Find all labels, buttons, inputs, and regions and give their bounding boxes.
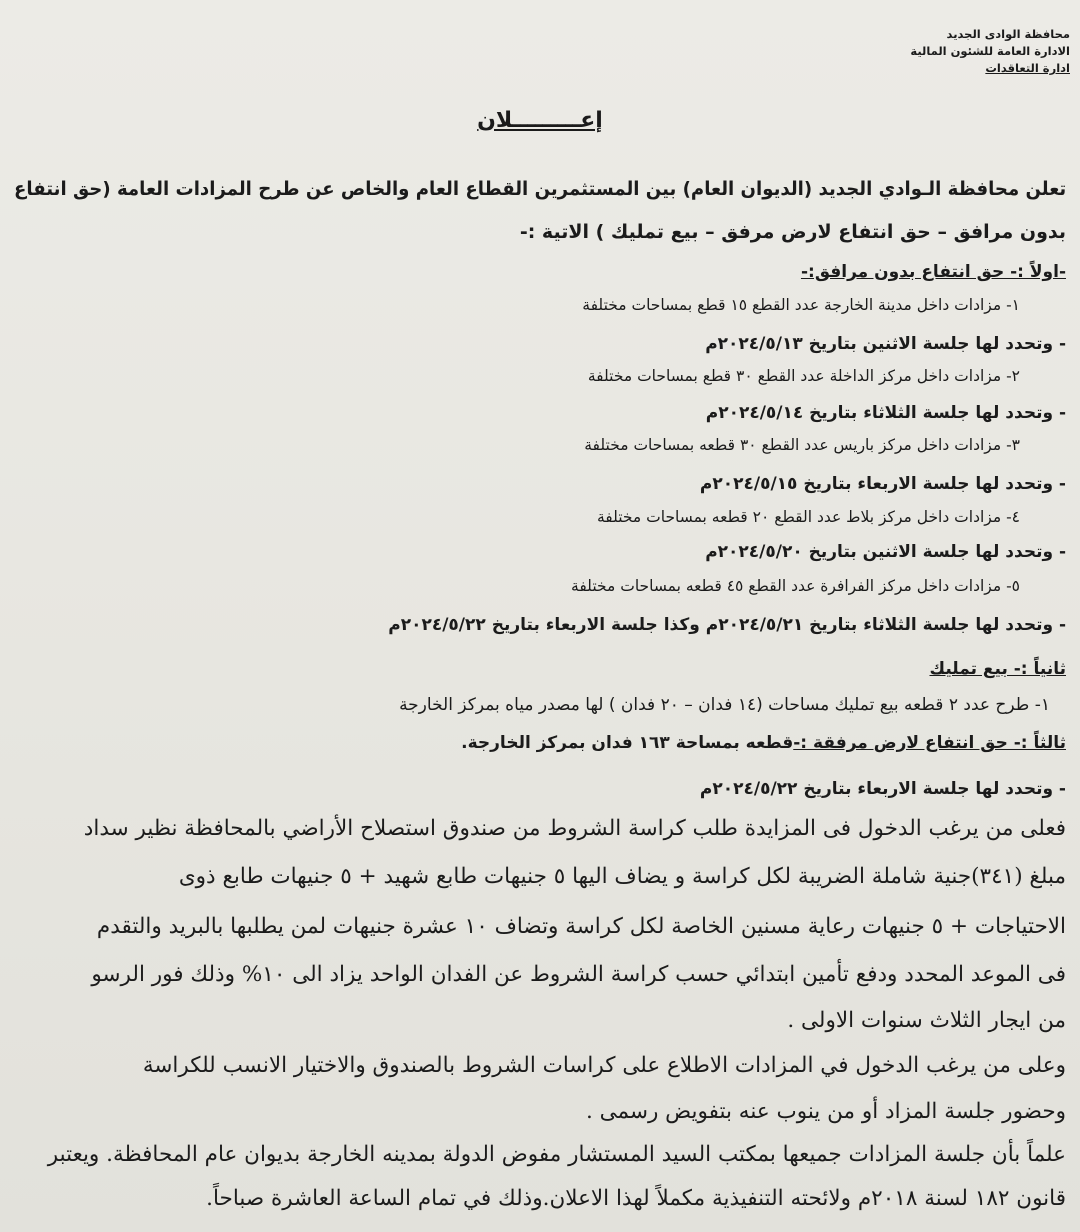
auction-item: ٥- مزادات داخل مركز الفرافرة عدد القطع ٤٥ قطعه بمساحات مختلفة: [571, 577, 1020, 595]
auction-item: ٢- مزادات داخل مركز الداخلة عدد القطع ٣٠ قطع بمساحات مختلفة: [587, 367, 1020, 385]
session-date: - وتحدد لها جلسة الثلاثاء بتاريخ ٢٠٢٤/٥/٢١م وكذا جلسة الاربعاء بتاريخ ٢٠٢٤/٥/٢٢م: [388, 615, 1066, 635]
office-name: ادارة التعاقدات: [985, 61, 1070, 75]
governorate-name: محافظة الوادى الجديد: [946, 27, 1070, 41]
terms-line: من ايجار الثلاث سنوات الاولى .: [787, 1008, 1066, 1033]
department-name: الادارة العامة للشئون المالية: [910, 44, 1070, 58]
session-date: - وتحدد لها جلسة الاربعاء بتاريخ ٢٠٢٤/٥/٢٢م: [699, 779, 1066, 799]
session-date: - وتحدد لها جلسة الاثنين بتاريخ ٢٠٢٤/٥/١٣م: [705, 334, 1066, 354]
auction-item: ٤- مزادات داخل مركز بلاط عدد القطع ٢٠ قطعه بمساحات مختلفة: [596, 508, 1020, 526]
section3-text: قطعه بمساحة ١٦٣ فدان بمركز الخارجة.: [461, 733, 794, 753]
terms-line: الاحتياجات + ٥ جنيهات رعاية مسنين الخاصة لكل كراسة وتضاف ١٠ عشرة جنيهات لمن يطلبها بالبريد والتقدم: [96, 914, 1066, 939]
terms-line: مبلغ (٣٤١)جنية شاملة الضريبة لكل كراسة و يضاف اليها ٥ جنيهات طابع شهيد + ٥ جنيهات طابع ذوى: [178, 864, 1066, 889]
auction-item: ١- مزادات داخل مدينة الخارجة عدد القطع ١٥ قطع بمساحات مختلفة: [582, 296, 1020, 314]
section-heading: ثالثاً :- حق انتفاع لارض مرفقة :-: [793, 733, 1066, 753]
section3-line: [461, 733, 1066, 753]
session-date: - وتحدد لها جلسة الاربعاء بتاريخ ٢٠٢٤/٥/١٥م: [699, 474, 1066, 494]
terms-line: فعلى من يرغب الدخول فى المزايدة طلب كراسة الشروط من صندوق استصلاح الأراضي بالمحافظة نظير سداد: [83, 816, 1066, 841]
section-heading: -اولاً :- حق انتفاع بدون مرافق:-: [800, 262, 1066, 282]
terms-line: قانون ١٨٢ لسنة ٢٠١٨م ولائحته التنفيذية مكملاً لهذا الاعلان.وذلك في تمام الساعة العاشرة صباحاً.: [206, 1186, 1066, 1211]
session-date: - وتحدد لها جلسة الاثنين بتاريخ ٢٠٢٤/٥/٢٠م: [705, 542, 1066, 562]
terms-line: وعلى من يرغب الدخول في المزادات الاطلاع على كراسات الشروط بالصندوق والاختيار الانسب للكراسة: [142, 1053, 1066, 1078]
session-date: - وتحدد لها جلسة الثلاثاء بتاريخ ٢٠٢٤/٥/١٤م: [705, 403, 1066, 423]
auction-item: ٣- مزادات داخل مركز باريس عدد القطع ٣٠ قطعه بمساحات مختلفة: [584, 436, 1020, 454]
section-heading: ثانياً :- بيع تمليك: [929, 659, 1066, 679]
sale-item: ١- طرح عدد ٢ قطعه بيع تمليك مساحات (١٤ فدان – ٢٠ فدان ) لها مصدر مياه بمركز الخارجة: [399, 695, 1050, 715]
terms-line: علماً بأن جلسة المزادات جميعها بمكتب السيد المستشار مفوض الدولة بمدينه الخارجة بديوان عام المحافظة. ويعتبر: [47, 1142, 1066, 1167]
announcement-title: إعـــــــــلان: [477, 108, 603, 133]
intro-line: بدون مرافق – حق انتفاع لارض مرفق – بيع تمليك ) الاتية :-: [519, 221, 1066, 243]
letterhead: [880, 26, 1070, 77]
intro-line: تعلن محافظة الـوادي الجديد (الديوان العام) بين المستثمرين القطاع العام والخاص عن طرح المزادات العامة (حق انتفاع: [13, 178, 1066, 200]
terms-line: فى الموعد المحدد ودفع تأمين ابتدائي حسب كراسة الشروط عن الفدان الواحد يزاد الى ١٠% وذلك فور الرسو: [91, 962, 1066, 987]
terms-line: وحضور جلسة المزاد أو من ينوب عنه بتفويض رسمى .: [585, 1099, 1066, 1124]
